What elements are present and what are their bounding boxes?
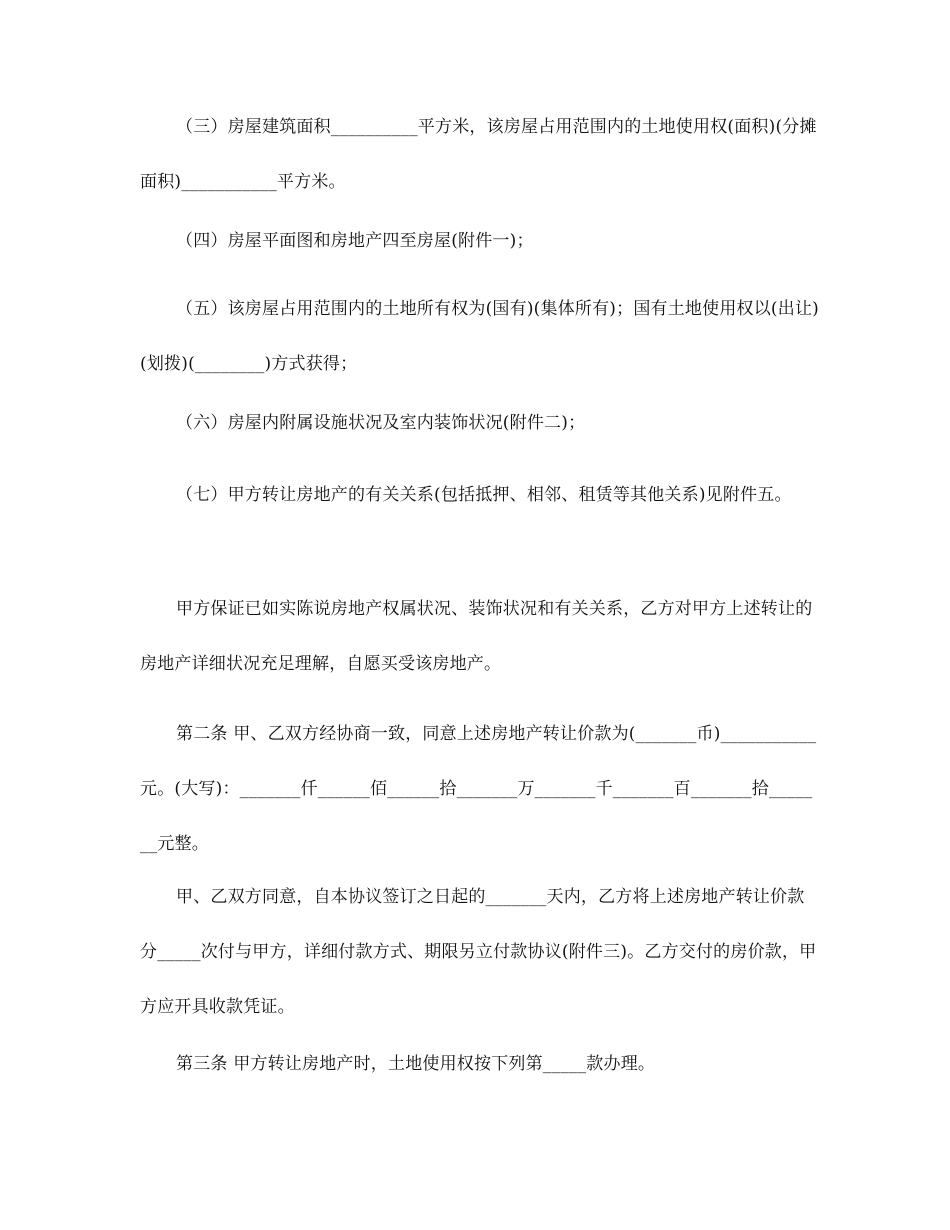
paragraph-payment-terms: 甲、乙双方同意，自本协议签订之日起的_______天内，乙方将上述房地产转让价款分_____次付与甲方，详细付款方式、期限另立付款协议(附件三)。乙方交付的房价款，甲方应开具收款凭证。: [140, 887, 817, 1017]
paragraph-seller-guarantee: 甲方保证已如实陈说房地产权属状况、装饰状况和有关关系，乙方对甲方上述转让的房地产详细状况充足理解，自愿买受该房地产。: [140, 599, 813, 674]
paragraph-building-area: （三）房屋建筑面积__________平方米，该房屋占用范围内的土地使用权(面积)(分摊面积)___________平方米。: [140, 117, 817, 192]
paragraph-article-two-price: 第二条 甲、乙双方经协商一致，同意上述房地产转让价款为(_______币)___________元。(大写)：_______仟______佰______拾_______万_______千_______百_______拾_______元整。: [140, 724, 817, 854]
paragraph-floor-plan: （四）房屋平面图和房地产四至房屋(附件一)；: [176, 231, 534, 251]
paragraph-article-three: 第三条 甲方转让房地产时，土地使用权按下列第_____款办理。: [176, 1054, 656, 1074]
paragraph-land-ownership: （五）该房屋占用范围内的土地所有权为(国有)(集体所有)；国有土地使用权以(出让)(划拨)(________)方式获得；: [140, 299, 819, 374]
paragraph-related-relations: （七）甲方转让房地产的有关关系(包括抵押、相邻、租赁等其他关系)见附件五。: [176, 485, 792, 505]
paragraph-facilities: （六）房屋内附属设施状况及室内装饰状况(附件二)；: [176, 413, 586, 433]
